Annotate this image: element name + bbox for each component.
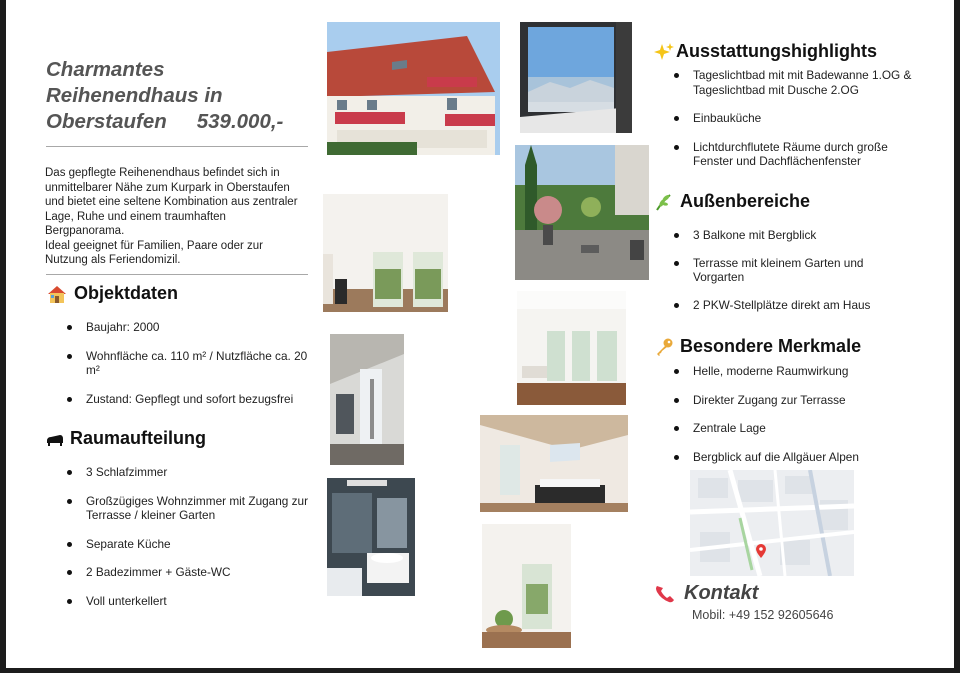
list-item: Wohnfläche ca. 110 m² / Nutzfläche ca. 20 m² [66,349,314,378]
bedroom-photo [480,415,628,512]
list-item: Terrasse mit kleinem Garten und Vorgarten [673,256,913,285]
list-item: Großzügiges Wohnzimmer mit Zugang zur Terrasse / kleiner Garten [66,494,314,523]
list-item: Tageslichtbad mit mit Badewanne 1.OG & Tageslichtbad mit Dusche 2.OG [673,68,913,97]
contact-phone[interactable]: Mobil: +49 152 92605646 [692,608,834,622]
listing-title [46,57,311,135]
aussen-list [673,228,913,312]
living-room-photo [323,194,448,312]
list-item: 3 Schlafzimmer [66,465,314,480]
merkmale-list [673,364,913,464]
intro-text [45,166,307,268]
kontakt-heading [654,582,758,605]
list-item: Helle, moderne Raumwirkung [673,364,913,379]
list-item: Lichtdurchflutete Räume durch große Fenster und Dachflächenfenster [673,140,913,169]
dining-corner-photo [482,524,571,648]
intro-paragraph: Das gepflegte Reihenendhaus befindet sich in unmittelbarer Nähe zum Kurpark in Oberstaufen und bietet eine seltene Kombination aus zentraler Lage, Ruhe und einem traumhaften Bergpanorama. [45,167,298,237]
ausstattung-heading [654,41,877,62]
list-item: Baujahr: 2000 [66,320,314,335]
bathroom-shower-photo [330,334,404,465]
objektdaten-list [66,320,314,406]
couch-icon [46,429,64,449]
objektdaten-heading-label: Objektdaten [74,283,179,303]
list-item: Einbauküche [673,111,913,126]
title-line-1: Charmantes [46,58,165,81]
location-map [690,470,854,576]
bathroom-sink-photo [327,478,415,596]
list-item: Direkter Zugang zur Terrasse [673,393,913,408]
raumaufteilung-heading-label: Raumaufteilung [70,428,207,448]
list-item: 3 Balkone mit Bergblick [673,228,913,243]
merkmale-heading [654,336,861,357]
title-line-2: Reihenendhaus in [46,84,223,107]
skylight-view-photo [520,22,632,133]
expose-page [6,0,954,668]
merkmale-heading-label: Besondere Merkmale [680,336,862,356]
list-item: Separate Küche [66,537,314,552]
ausstattung-heading-label: Ausstattungshighlights [676,41,877,61]
herb-icon [654,192,674,212]
list-item: Zustand: Gepflegt und sofort bezugsfrei [66,392,314,407]
aussen-heading [654,191,810,212]
divider [46,146,308,147]
title-line-3 [46,109,311,135]
list-item: 2 Badezimmer + Gäste-WC [66,565,314,580]
intro-paragraph-2: Ideal geeignet für Familien, Paare oder zur Nutzung als Feriendomizil. [45,239,263,266]
map-pin-icon [756,544,766,558]
key-icon [654,337,674,357]
list-item: Bergblick auf die Allgäuer Alpen [673,450,913,465]
phone-icon [654,584,676,604]
list-item: Voll unterkellert [66,594,314,609]
house-icon [46,284,68,304]
raumaufteilung-list [66,465,314,608]
title-location: Oberstaufen [46,110,167,133]
terrace-garden-photo [515,145,649,280]
house-exterior-photo [327,22,500,155]
divider [46,274,308,275]
living-room-window-photo [517,291,626,405]
aussen-heading-label: Außenbereiche [680,191,811,211]
price: 539.000,- [196,110,284,133]
list-item: 2 PKW-Stellplätze direkt am Haus [673,298,913,313]
objektdaten-heading [46,283,178,304]
sparkles-icon [654,42,674,62]
raumaufteilung-heading [46,428,206,449]
list-item: Zentrale Lage [673,421,913,436]
ausstattung-list [673,68,913,169]
kontakt-heading-label: Kontakt [684,582,759,604]
